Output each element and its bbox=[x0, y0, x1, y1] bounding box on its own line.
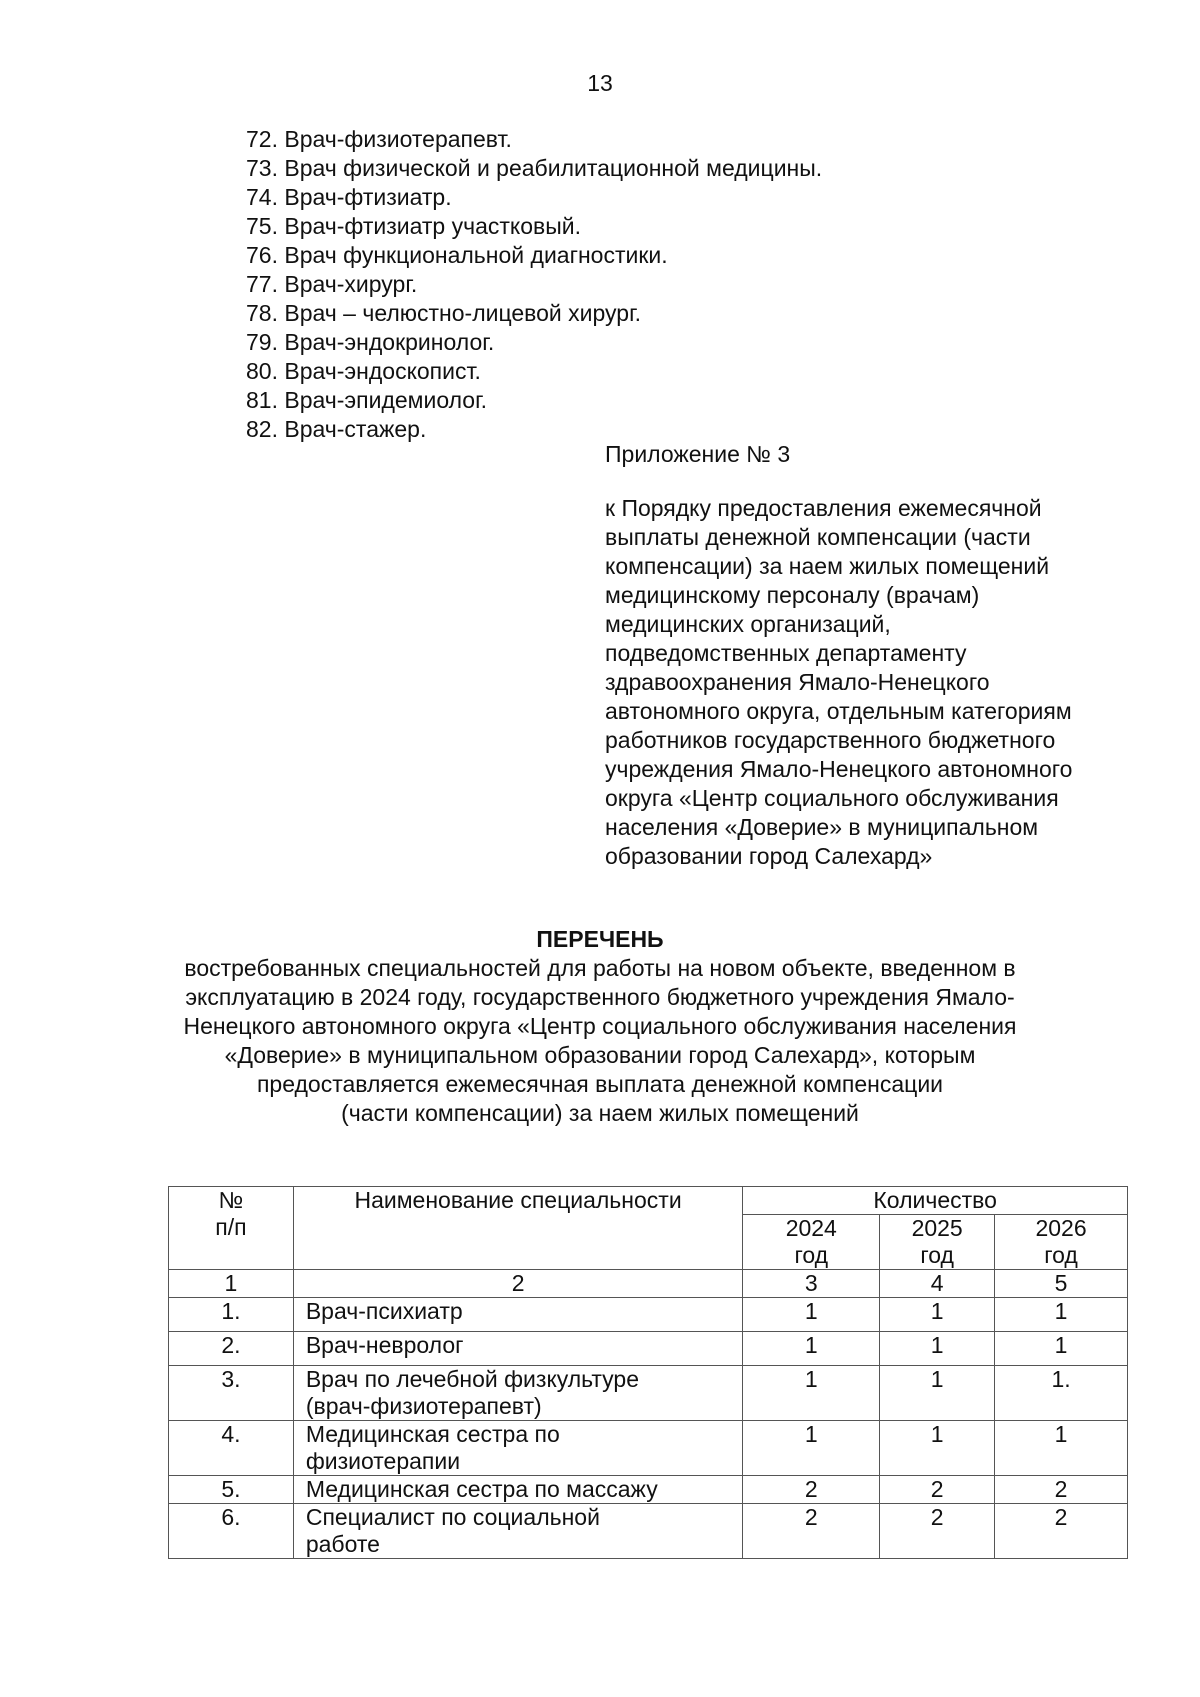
row-value-2025: 2 bbox=[880, 1504, 995, 1559]
header-number: № п/п bbox=[169, 1187, 294, 1270]
appendix-line: компенсации) за наем жилых помещений bbox=[605, 553, 1050, 579]
row-value-2026: 1. bbox=[995, 1366, 1128, 1421]
row-number: 4. bbox=[169, 1421, 294, 1476]
table-row bbox=[169, 1366, 1128, 1421]
table-row bbox=[169, 1476, 1128, 1504]
table-row bbox=[169, 1298, 1128, 1332]
list-item: 72. Врач-физиотерапевт. bbox=[246, 126, 512, 152]
page-number: 13 bbox=[587, 70, 613, 96]
list-item: 75. Врач-фтизиатр участковый. bbox=[246, 213, 582, 239]
appendix-title: Приложение № 3 bbox=[605, 441, 791, 467]
header-year: 2025 год bbox=[880, 1215, 995, 1270]
row-value-2026: 1 bbox=[995, 1421, 1128, 1476]
row-number: 6. bbox=[169, 1504, 294, 1559]
list-item: 73. Врач физической и реабилитационной медицины. bbox=[246, 155, 823, 181]
appendix-line: медицинскому персоналу (врачам) bbox=[605, 582, 980, 608]
list-item: 76. Врач функциональной диагностики. bbox=[246, 242, 668, 268]
heading-line: востребованных специальностей для работы на новом объекте, введенном в bbox=[184, 955, 1016, 981]
index-cell: 2 bbox=[293, 1270, 743, 1298]
index-cell: 1 bbox=[169, 1270, 294, 1298]
row-value-2024: 2 bbox=[743, 1476, 880, 1504]
appendix-line: подведомственных департаменту bbox=[605, 640, 967, 666]
row-value-2024: 1 bbox=[743, 1332, 880, 1366]
row-value-2026: 1 bbox=[995, 1332, 1128, 1366]
appendix-line: медицинских организаций, bbox=[605, 611, 891, 637]
appendix-reference bbox=[605, 494, 1165, 871]
appendix-line: населения «Доверие» в муниципальном bbox=[605, 814, 1039, 840]
appendix-line: образовании город Салехард» bbox=[605, 843, 933, 869]
specialties-table bbox=[168, 1186, 1128, 1559]
heading-line: Ненецкого автономного округа «Центр социального обслуживания населения bbox=[183, 1013, 1017, 1039]
row-value-2026: 2 bbox=[995, 1476, 1128, 1504]
row-specialty: Врач по лечебной физкультуре (врач-физиотерапевт) bbox=[293, 1366, 743, 1421]
row-value-2026: 1 bbox=[995, 1298, 1128, 1332]
row-specialty: Врач-невролог bbox=[293, 1332, 743, 1366]
index-cell: 3 bbox=[743, 1270, 880, 1298]
row-value-2025: 1 bbox=[880, 1421, 995, 1476]
specialty-list bbox=[246, 125, 822, 444]
row-value-2024: 1 bbox=[743, 1366, 880, 1421]
row-number: 1. bbox=[169, 1298, 294, 1332]
row-specialty: Специалист по социальной работе bbox=[293, 1504, 743, 1559]
row-value-2024: 2 bbox=[743, 1504, 880, 1559]
row-value-2024: 1 bbox=[743, 1298, 880, 1332]
row-value-2026: 2 bbox=[995, 1504, 1128, 1559]
header-specialty: Наименование специальности bbox=[293, 1187, 743, 1270]
appendix-line: здравоохранения Ямало-Ненецкого bbox=[605, 669, 990, 695]
row-number: 5. bbox=[169, 1476, 294, 1504]
header-quantity: Количество bbox=[743, 1187, 1128, 1215]
list-item: 82. Врач-стажер. bbox=[246, 416, 427, 442]
document-heading bbox=[0, 925, 1200, 1128]
row-value-2025: 1 bbox=[880, 1332, 995, 1366]
appendix-line: работников государственного бюджетного bbox=[605, 727, 1056, 753]
row-specialty: Медицинская сестра по физиотерапии bbox=[293, 1421, 743, 1476]
list-item: 80. Врач-эндоскопист. bbox=[246, 358, 481, 384]
list-item: 74. Врач-фтизиатр. bbox=[246, 184, 452, 210]
heading-line: «Доверие» в муниципальном образовании город Салехард», которым bbox=[224, 1042, 976, 1068]
list-item: 77. Врач-хирург. bbox=[246, 271, 418, 297]
header-year: 2024 год bbox=[743, 1215, 880, 1270]
index-cell: 4 bbox=[880, 1270, 995, 1298]
appendix-line: выплаты денежной компенсации (части bbox=[605, 524, 1031, 550]
heading-line: эксплуатацию в 2024 году, государственного бюджетного учреждения Ямало- bbox=[185, 984, 1015, 1010]
appendix-line: округа «Центр социального обслуживания bbox=[605, 785, 1059, 811]
table-index-row bbox=[169, 1270, 1128, 1298]
index-cell: 5 bbox=[995, 1270, 1128, 1298]
row-specialty: Врач-психиатр bbox=[293, 1298, 743, 1332]
table-row bbox=[169, 1504, 1128, 1559]
table-row bbox=[169, 1421, 1128, 1476]
row-value-2024: 1 bbox=[743, 1421, 880, 1476]
list-item: 81. Врач-эпидемиолог. bbox=[246, 387, 488, 413]
appendix-line: учреждения Ямало-Ненецкого автономного bbox=[605, 756, 1073, 782]
heading-line: предоставляется ежемесячная выплата денежной компенсации bbox=[256, 1071, 944, 1097]
row-specialty: Медицинская сестра по массажу bbox=[293, 1476, 743, 1504]
heading-title: ПЕРЕЧЕНЬ bbox=[536, 926, 664, 952]
list-item: 79. Врач-эндокринолог. bbox=[246, 329, 495, 355]
header-year: 2026 год bbox=[995, 1215, 1128, 1270]
row-value-2025: 2 bbox=[880, 1476, 995, 1504]
appendix-line: к Порядку предоставления ежемесячной bbox=[605, 495, 1042, 521]
list-item: 78. Врач – челюстно-лицевой хирург. bbox=[246, 300, 642, 326]
appendix-block bbox=[605, 440, 1165, 871]
row-number: 3. bbox=[169, 1366, 294, 1421]
table-row bbox=[169, 1332, 1128, 1366]
heading-line: (части компенсации) за наем жилых помещений bbox=[341, 1100, 859, 1126]
row-value-2025: 1 bbox=[880, 1366, 995, 1421]
row-value-2025: 1 bbox=[880, 1298, 995, 1332]
table-header-row bbox=[169, 1187, 1128, 1215]
row-number: 2. bbox=[169, 1332, 294, 1366]
appendix-line: автономного округа, отдельным категориям bbox=[605, 698, 1072, 724]
